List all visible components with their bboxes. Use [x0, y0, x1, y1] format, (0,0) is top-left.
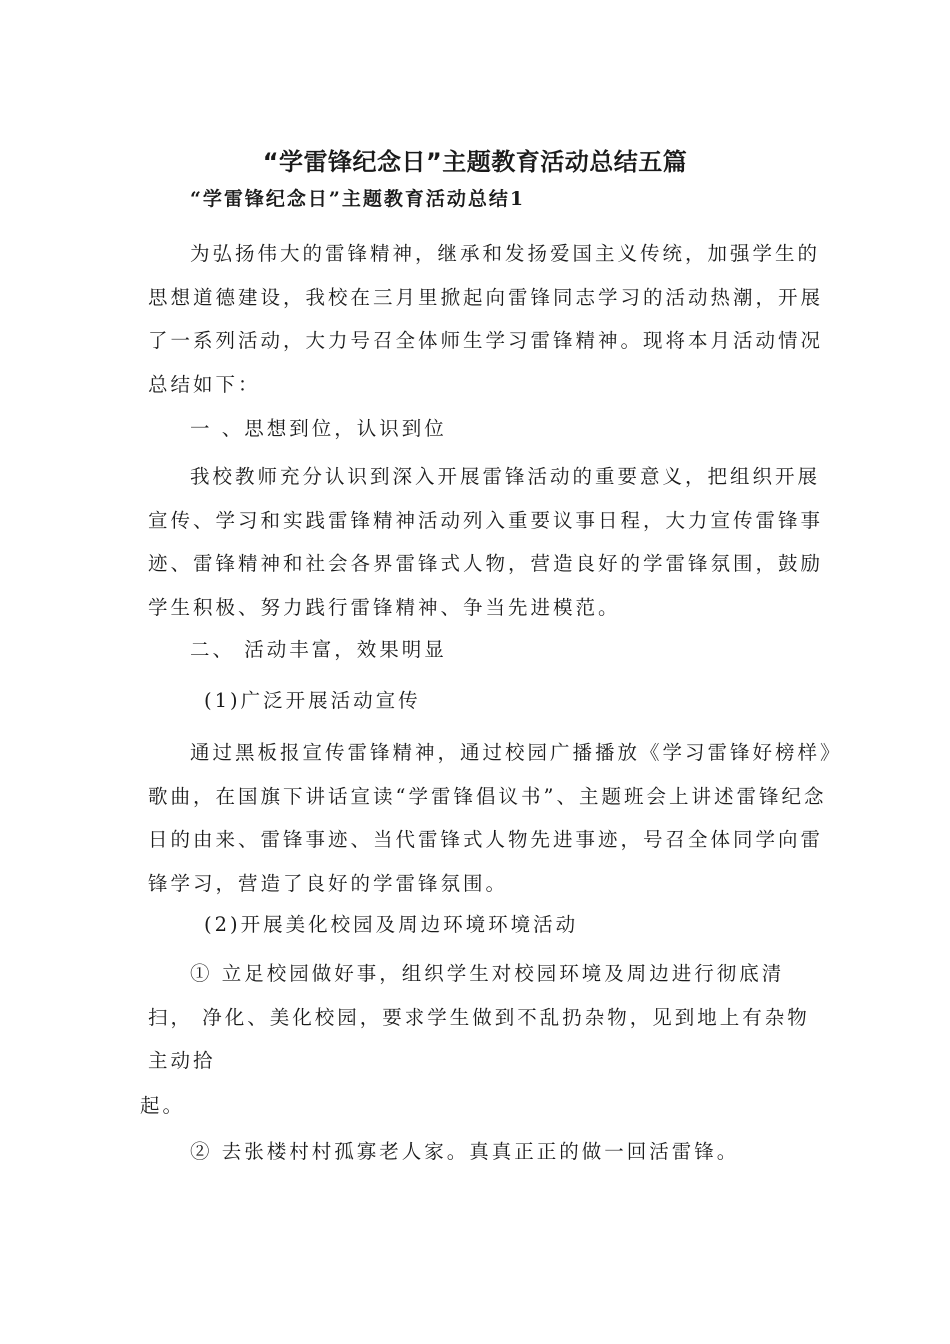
text-line: 为弘扬伟大的雷锋精神，继承和发扬爱国主义传统，加强学生的: [190, 242, 821, 265]
paragraph-item-2: ② 去张楼村村孤寡老人家。真真正正的做一回活雷锋。: [190, 1140, 740, 1163]
text-line: 我校教师充分认识到深入开展雷锋活动的重要意义，把组织开展: [190, 465, 821, 488]
subheading-2: (2)开展美化校园及周边环境环境活动: [204, 913, 579, 936]
section-subtitle: “学雷锋纪念日”主题教育活动总结1: [190, 188, 526, 210]
text-line: 迹、雷锋精神和社会各界雷锋式人物，营造良好的学雷锋氛围，鼓励: [148, 552, 824, 575]
text-line: 通过黑板报宣传雷锋精神，通过校园广播播放《学习雷锋好榜样》: [190, 741, 843, 764]
text-line: 锋学习，营造了良好的学雷锋氛围。: [148, 871, 509, 895]
subheading-1: (1)广泛开展活动宣传: [204, 689, 421, 712]
document-title: “学雷锋纪念日”主题教育活动总结五篇: [262, 148, 688, 176]
text-line: 总结如下：: [148, 372, 261, 396]
paragraph-item-1: [148, 952, 818, 1083]
text-line: 了一系列活动，大力号召全体师生学习雷锋精神。现将本月活动情况: [148, 329, 824, 352]
heading-section-1: 一 、思想到位，认识到位: [190, 417, 447, 440]
text-line: 日的由来、雷锋事迹、当代雷锋式人物先进事迹，号召全体同学向雷: [148, 828, 824, 851]
paragraph-item-1-tail: 起。: [140, 1094, 186, 1117]
paragraph-intro: [148, 232, 824, 406]
text-line: 扫， 净化、美化校园，要求学生做到不乱扔杂物，见到地上有杂物: [148, 1005, 810, 1029]
paragraph-publicity: [148, 731, 843, 905]
text-line: 宣传、学习和实践雷锋精神活动列入重要议事日程，大力宣传雷锋事: [148, 508, 824, 532]
text-line: 主动拾: [148, 1049, 216, 1072]
paragraph-section-1: [148, 455, 824, 629]
text-line: 思想道德建设，我校在三月里掀起向雷锋同志学习的活动热潮，开展: [148, 285, 824, 309]
text-line: 歌曲，在国旗下讲话宣读“学雷锋倡议书”、主题班会上讲述雷锋纪念: [148, 784, 827, 808]
text-line: ① 立足校园做好事，组织学生对校园环境及周边进行彻底清: [190, 962, 785, 985]
text-line: 学生积极、努力践行雷锋精神、争当先进模范。: [148, 595, 621, 619]
heading-section-2: 二、 活动丰富，效果明显: [190, 638, 447, 661]
